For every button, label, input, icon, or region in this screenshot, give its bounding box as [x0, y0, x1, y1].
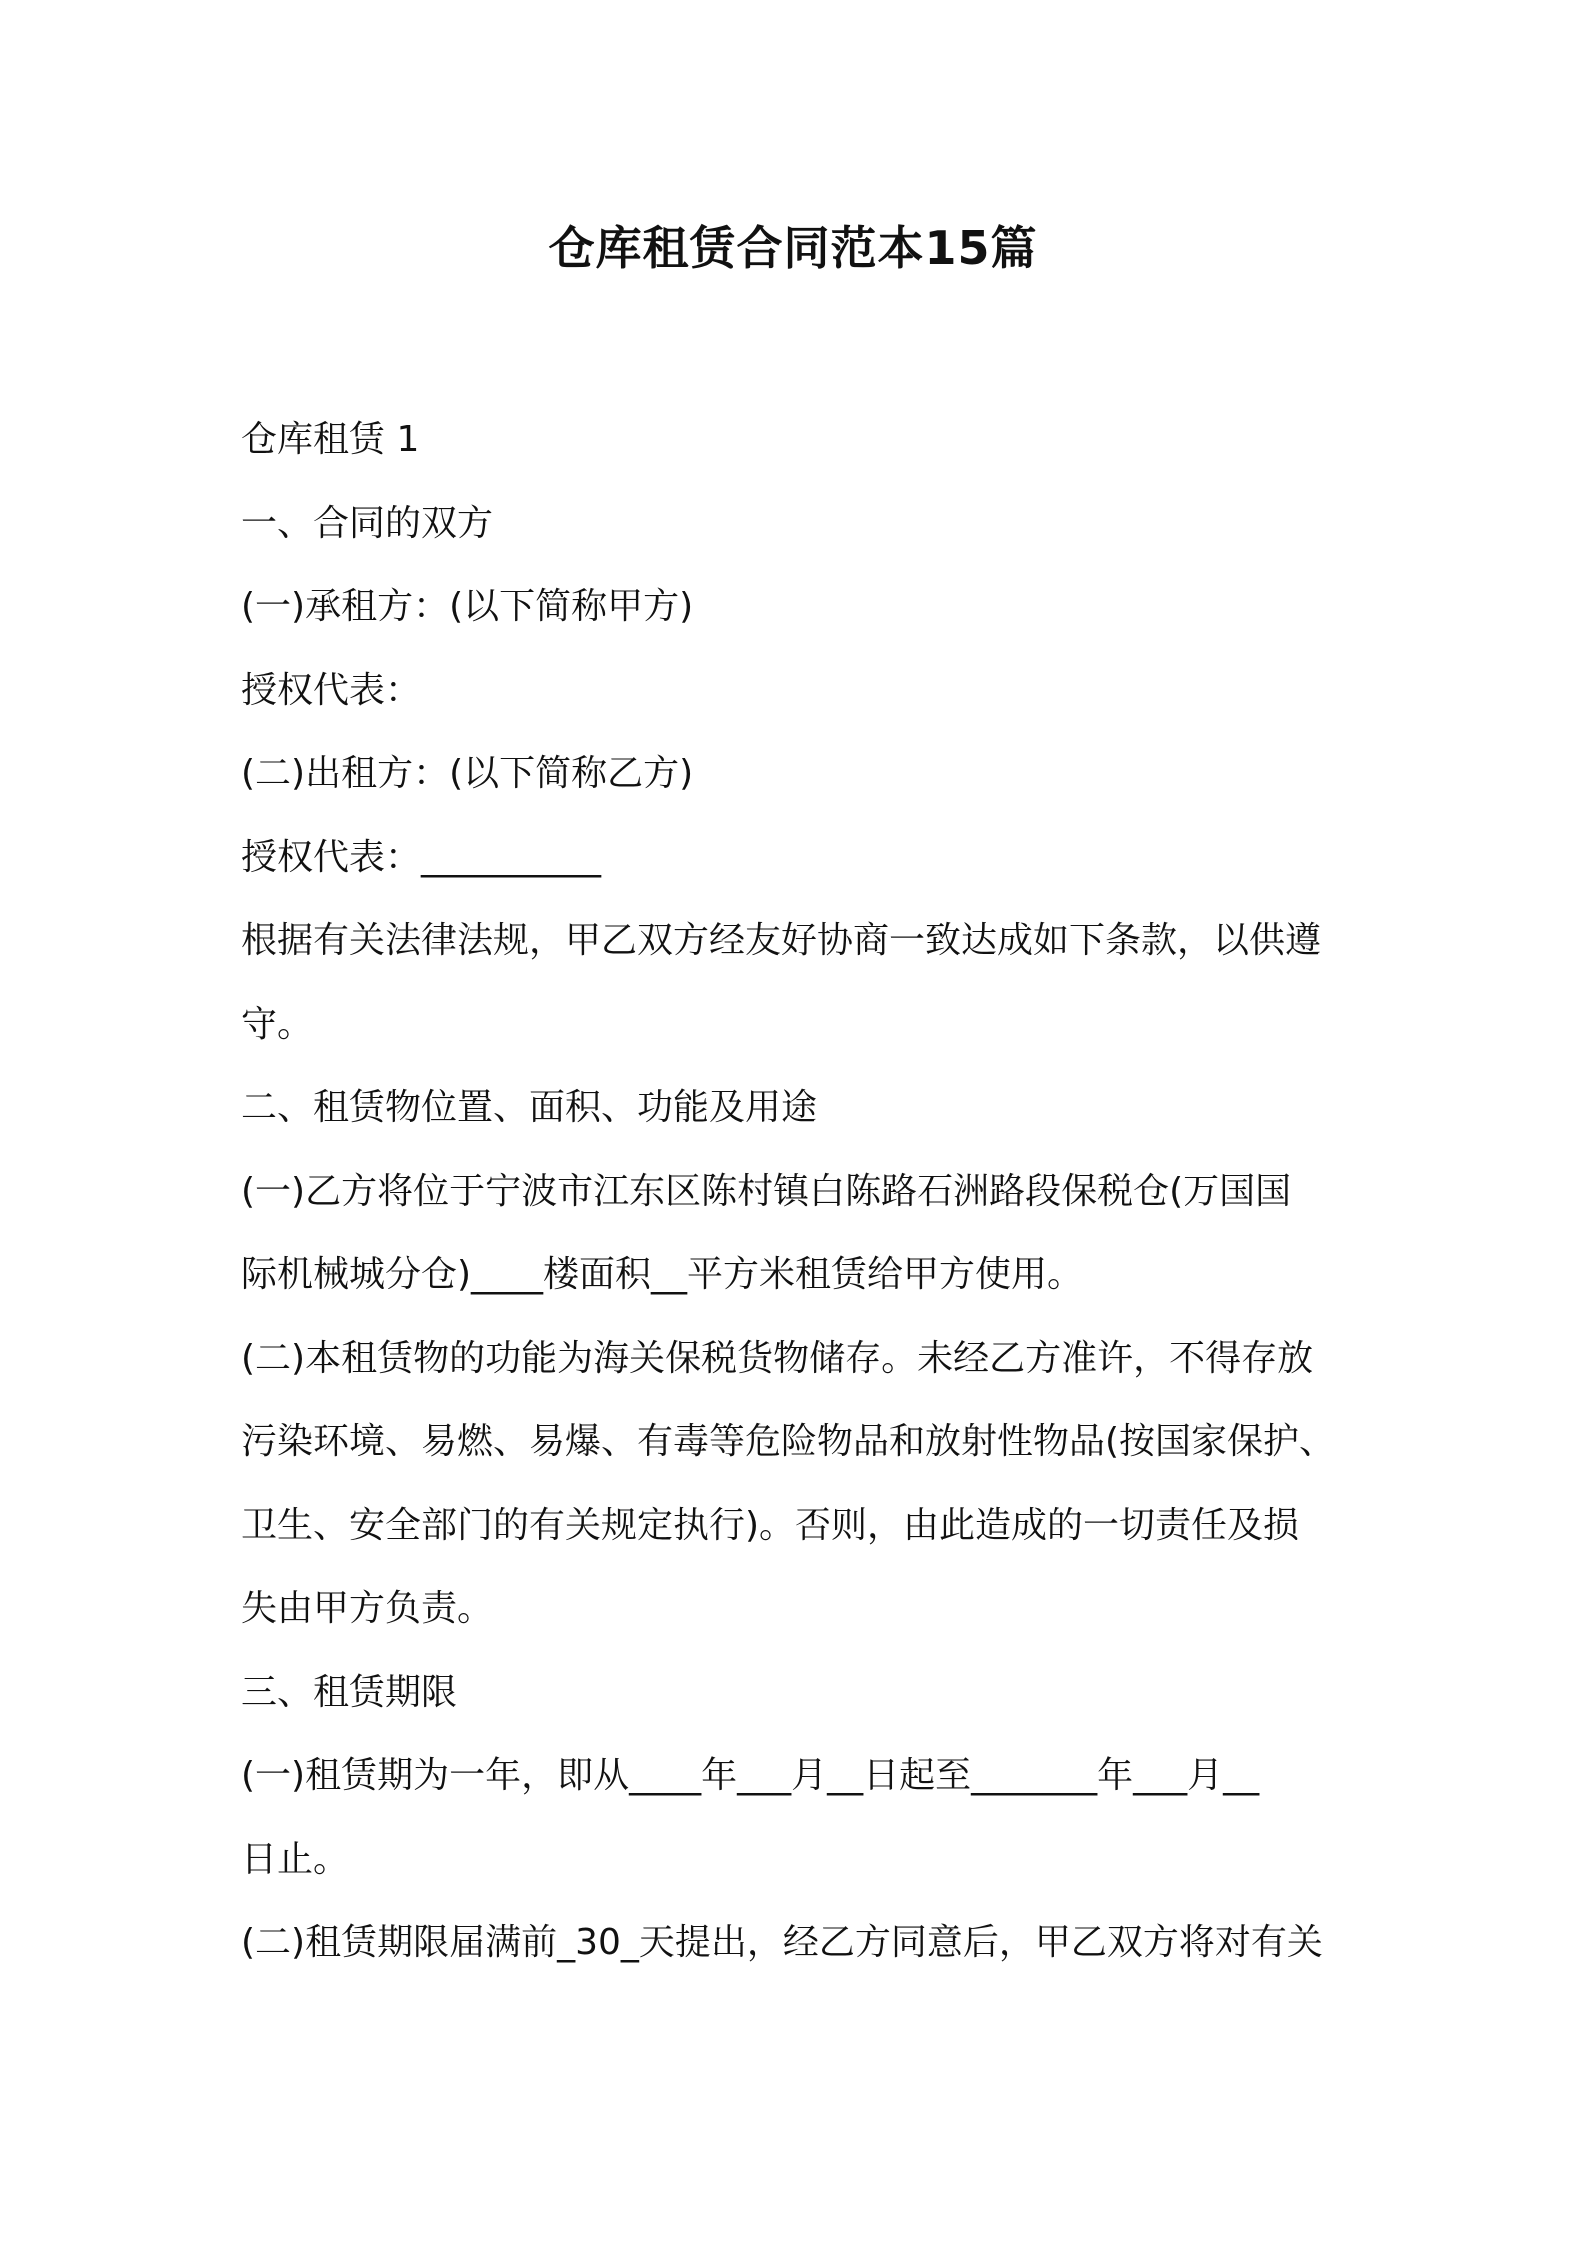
- paragraph-line: 卫生、安全部门的有关规定执行)。否则，由此造成的一切责任及损: [241, 1504, 1300, 1546]
- paragraph-line: 日止。: [241, 1838, 350, 1880]
- paragraph-line: 根据有关法律法规，甲乙双方经友好协商一致达成如下条款，以供遵: [241, 920, 1322, 961]
- paragraph-line: 授权代表：: [241, 669, 422, 711]
- paragraph-line: 际机械城分仓)____楼面积__平方米租赁给甲方使用。: [241, 1254, 1084, 1295]
- paragraph-line: (一)承租方：(以下简称甲方): [241, 586, 694, 627]
- paragraph-line: 失由甲方负责。: [241, 1588, 494, 1629]
- paragraph-line: 污染环境、易燃、易爆、有毒等危险物品和放射性物品(按国家保护、: [241, 1421, 1336, 1462]
- clause-heading: 二、租赁物位置、面积、功能及用途: [241, 1087, 818, 1128]
- document-title: 仓库租赁合同范本15篇: [548, 221, 1038, 275]
- clause-heading: 一、合同的双方: [241, 502, 494, 544]
- paragraph-line: (二)本租赁物的功能为海关保税货物储存。未经乙方准许，不得存放: [241, 1337, 1314, 1379]
- paragraph-line: 守。: [241, 1003, 314, 1045]
- document-body: [241, 398, 1366, 1985]
- clause-heading: 三、租赁期限: [241, 1671, 458, 1713]
- paragraph-line: (二)租赁期限届满前_30_天提出，经乙方同意后，甲乙双方将对有关: [241, 1922, 1323, 1963]
- paragraph-line: (一)租赁期为一年，即从____年___月__日起至_______年___月__: [241, 1755, 1260, 1796]
- paragraph-line: 授权代表：__________: [241, 836, 602, 878]
- paragraph-line: (一)乙方将位于宁波市江东区陈村镇白陈路石洲路段保税仓(万国国: [241, 1170, 1292, 1212]
- paragraph-line: (二)出租方：(以下简称乙方): [241, 753, 694, 794]
- section-heading: 仓库租赁 1: [241, 419, 420, 460]
